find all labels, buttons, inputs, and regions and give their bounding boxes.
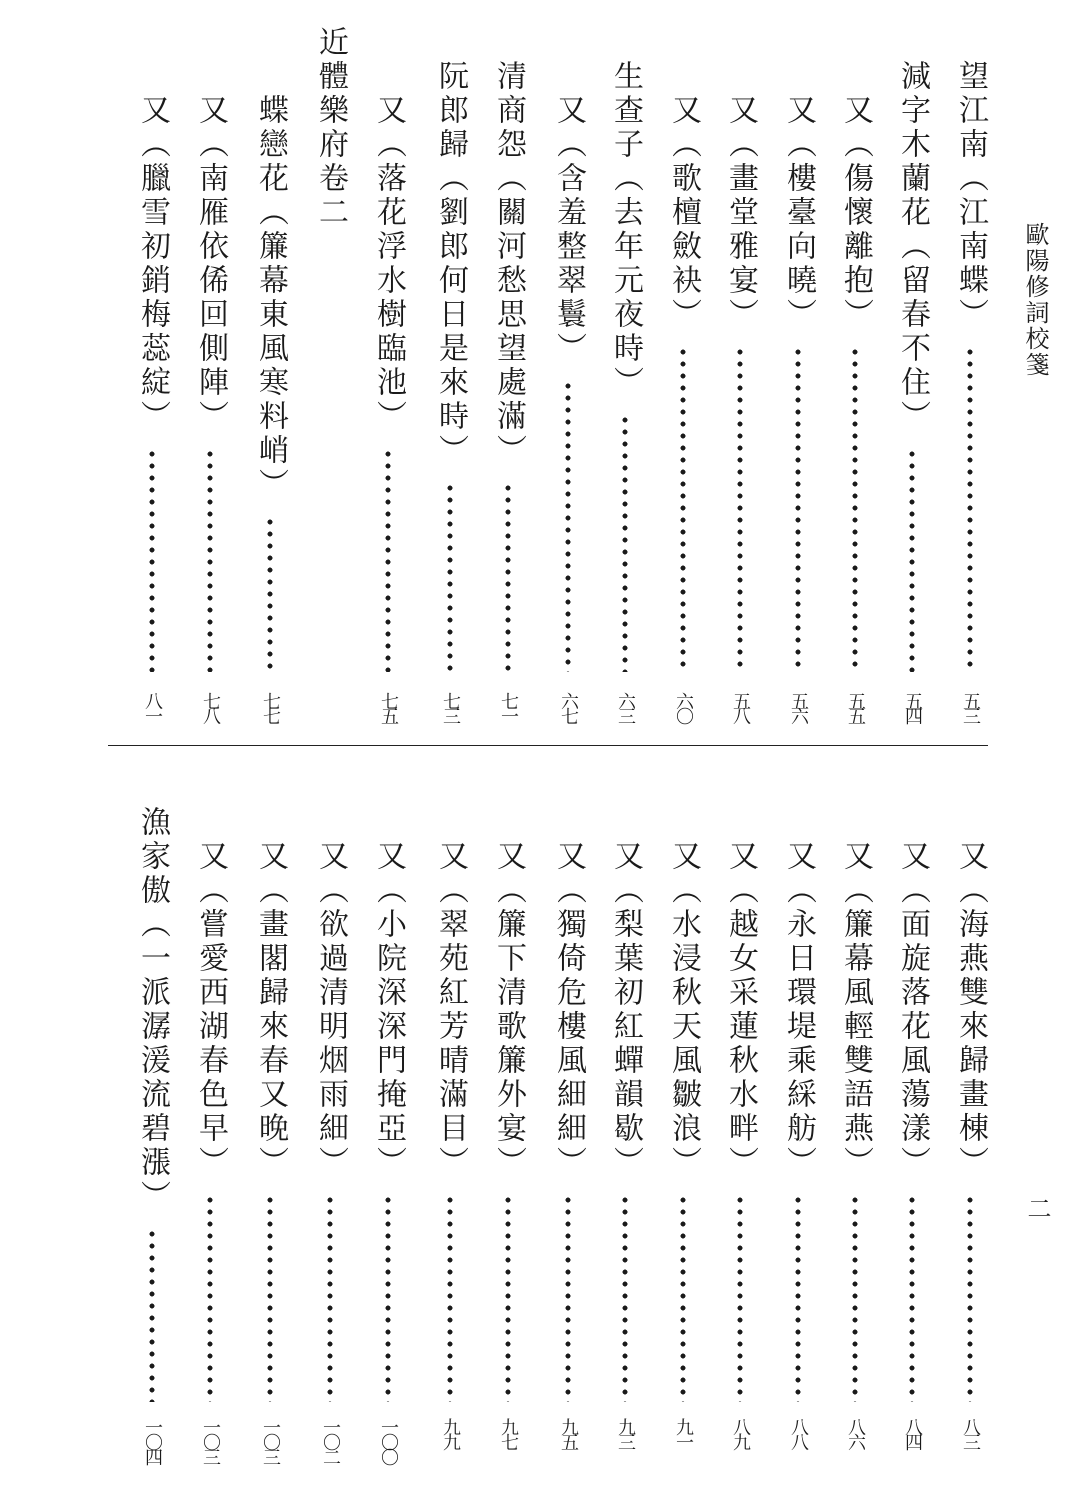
toc-entry[interactable] [892, 0, 932, 740]
toc-entry[interactable] [488, 0, 528, 740]
toc-entry-title: 又（簾下清歌簾外宴） [491, 840, 526, 1180]
dot-leader [267, 516, 273, 672]
toc-entry-title: 又（翠苑紅芳晴滿目） [433, 840, 468, 1180]
toc-entry-title: 又（獨倚危樓風細細） [551, 840, 586, 1180]
dot-leader [207, 448, 213, 672]
toc-entry-title: 清商怨（關河愁思望處滿） [491, 60, 526, 468]
toc-page-number: 六七 [558, 692, 579, 722]
toc-entry[interactable] [605, 750, 645, 1490]
toc-entry[interactable] [368, 750, 408, 1490]
dot-leader [385, 448, 391, 672]
toc-page-number: 一〇二 [320, 1418, 341, 1463]
toc-page-number: 八一 [142, 692, 163, 722]
toc-entry[interactable] [132, 750, 172, 1490]
toc-entry[interactable] [663, 750, 703, 1490]
toc-entry-title: 又（水浸秋天風皺浪） [666, 840, 701, 1180]
toc-entry[interactable] [778, 750, 818, 1490]
toc-page-number: 九一 [673, 1418, 694, 1448]
toc-page-number: 八六 [845, 1418, 866, 1448]
toc-page-number: 五三 [960, 692, 981, 722]
toc-page-number: 九九 [440, 1418, 461, 1448]
toc-entry-title: 又（面旋落花風蕩漾） [895, 840, 930, 1180]
toc-page-number: 一〇三 [260, 1418, 281, 1463]
section-heading [310, 26, 350, 230]
toc-entry-title: 又（梨葉初紅蟬韻歇） [608, 840, 643, 1180]
dot-leader [680, 346, 686, 672]
dot-leader [680, 1194, 686, 1402]
dot-leader [149, 448, 155, 672]
toc-entry[interactable] [132, 0, 172, 740]
toc-entry-title: 又（歌檀斂袂） [666, 94, 701, 332]
toc-entry[interactable] [250, 0, 290, 740]
dot-leader [967, 1194, 973, 1402]
toc-page-number: 一〇〇 [378, 1418, 399, 1463]
toc-entry-title: 漁家傲（一派潺湲流碧漲） [135, 806, 170, 1214]
dot-leader [795, 1194, 801, 1402]
toc-entry-title: 又（傷懷離抱） [838, 94, 873, 332]
toc-entry-title: 又（永日環堤乘綵舫） [781, 840, 816, 1180]
toc-entry[interactable] [548, 750, 588, 1490]
dot-leader [149, 1228, 155, 1402]
toc-entry[interactable] [430, 750, 470, 1490]
toc-entry[interactable] [548, 0, 588, 740]
dot-leader [852, 1194, 858, 1402]
toc-entry[interactable] [835, 0, 875, 740]
toc-page-number: 八九 [730, 1418, 751, 1448]
page-number: 二 [1023, 1196, 1051, 1220]
dot-leader [505, 482, 511, 672]
dot-leader [267, 1194, 273, 1402]
toc-page-number: 一〇四 [142, 1418, 163, 1463]
section-divider [108, 745, 988, 746]
dot-leader [447, 482, 453, 672]
toc-entry[interactable] [720, 0, 760, 740]
dot-leader [447, 1194, 453, 1402]
toc-entry[interactable] [835, 750, 875, 1490]
toc-entry-title: 又（南雁依俙回側陣） [193, 94, 228, 434]
toc-page-number: 六〇 [673, 692, 694, 722]
toc-entry[interactable] [190, 0, 230, 740]
toc-top-half [0, 0, 1080, 740]
toc-entry[interactable] [250, 750, 290, 1490]
toc-entry[interactable] [488, 750, 528, 1490]
toc-page-number: 七八 [200, 692, 221, 722]
dot-leader [737, 346, 743, 672]
toc-entry-title: 又（落花浮水樹臨池） [371, 94, 406, 434]
toc-entry[interactable] [430, 0, 470, 740]
dot-leader [737, 1194, 743, 1402]
dot-leader [795, 346, 801, 672]
toc-entry-title: 又（畫閣歸來春又晚） [253, 840, 288, 1180]
toc-entry-title: 又（海燕雙來歸畫棟） [953, 840, 988, 1180]
toc-page-number: 一〇三 [200, 1418, 221, 1463]
dot-leader [505, 1194, 511, 1402]
toc-entry-title: 又（小院深深門掩亞） [371, 840, 406, 1180]
toc-entry[interactable] [310, 750, 350, 1490]
running-head: 歐陽修詞校箋 [1021, 222, 1049, 378]
dot-leader [967, 346, 973, 672]
toc-page-number: 五八 [730, 692, 751, 722]
toc-entry[interactable] [663, 0, 703, 740]
toc-page-number: 五四 [902, 692, 923, 722]
toc-entry-title: 又（畫堂雅宴） [723, 94, 758, 332]
dot-leader [565, 1194, 571, 1402]
dot-leader [622, 414, 628, 672]
toc-page-number: 七三 [440, 692, 461, 722]
dot-leader [622, 1194, 628, 1402]
toc-entry-title: 蝶戀花（簾幕東風寒料峭） [253, 94, 288, 502]
toc-page-number: 八三 [960, 1418, 981, 1448]
toc-page-number: 七七 [260, 692, 281, 722]
toc-entry-title: 又（欲過清明烟雨細） [313, 840, 348, 1180]
toc-page-number: 八四 [902, 1418, 923, 1448]
toc-entry-title: 望江南（江南蝶） [953, 60, 988, 332]
dot-leader [565, 380, 571, 672]
dot-leader [852, 346, 858, 672]
toc-entry-title: 又（臘雪初銷梅蕊綻） [135, 94, 170, 434]
toc-entry-title: 減字木蘭花（留春不住） [895, 60, 930, 434]
toc-page-number: 九七 [498, 1418, 519, 1448]
toc-page-number: 五五 [845, 692, 866, 722]
dot-leader [327, 1194, 333, 1402]
toc-entry-title: 又（嘗愛西湖春色早） [193, 840, 228, 1180]
toc-page-number: 七一 [498, 692, 519, 722]
dot-leader [909, 448, 915, 672]
toc-page-number: 九三 [615, 1418, 636, 1448]
toc-entry-title: 又（樓臺向曉） [781, 94, 816, 332]
toc-page-number: 八八 [788, 1418, 809, 1448]
toc-page-number: 九五 [558, 1418, 579, 1448]
toc-entry-title: 阮郎歸（劉郎何日是來時） [433, 60, 468, 468]
toc-entry[interactable] [605, 0, 645, 740]
toc-entry[interactable] [190, 750, 230, 1490]
toc-entry[interactable] [720, 750, 760, 1490]
toc-entry[interactable] [950, 0, 990, 740]
toc-entry[interactable] [892, 750, 932, 1490]
dot-leader [909, 1194, 915, 1402]
toc-entry[interactable] [950, 750, 990, 1490]
dot-leader [385, 1194, 391, 1402]
toc-page-number: 六三 [615, 692, 636, 722]
toc-entry-title: 生查子（去年元夜時） [608, 60, 643, 400]
toc-page-number: 七五 [378, 692, 399, 722]
toc-bottom-half [0, 750, 1080, 1490]
toc-entry-title: 又（含羞整翠鬟） [551, 94, 586, 366]
toc-entry-title: 又（簾幕風輕雙語燕） [838, 840, 873, 1180]
toc-entry-title: 又（越女采蓮秋水畔） [723, 840, 758, 1180]
toc-page-number: 五六 [788, 692, 809, 722]
toc-entry[interactable] [778, 0, 818, 740]
toc-entry[interactable] [368, 0, 408, 740]
section-heading-text: 近體樂府卷二 [313, 26, 348, 230]
dot-leader [207, 1194, 213, 1402]
